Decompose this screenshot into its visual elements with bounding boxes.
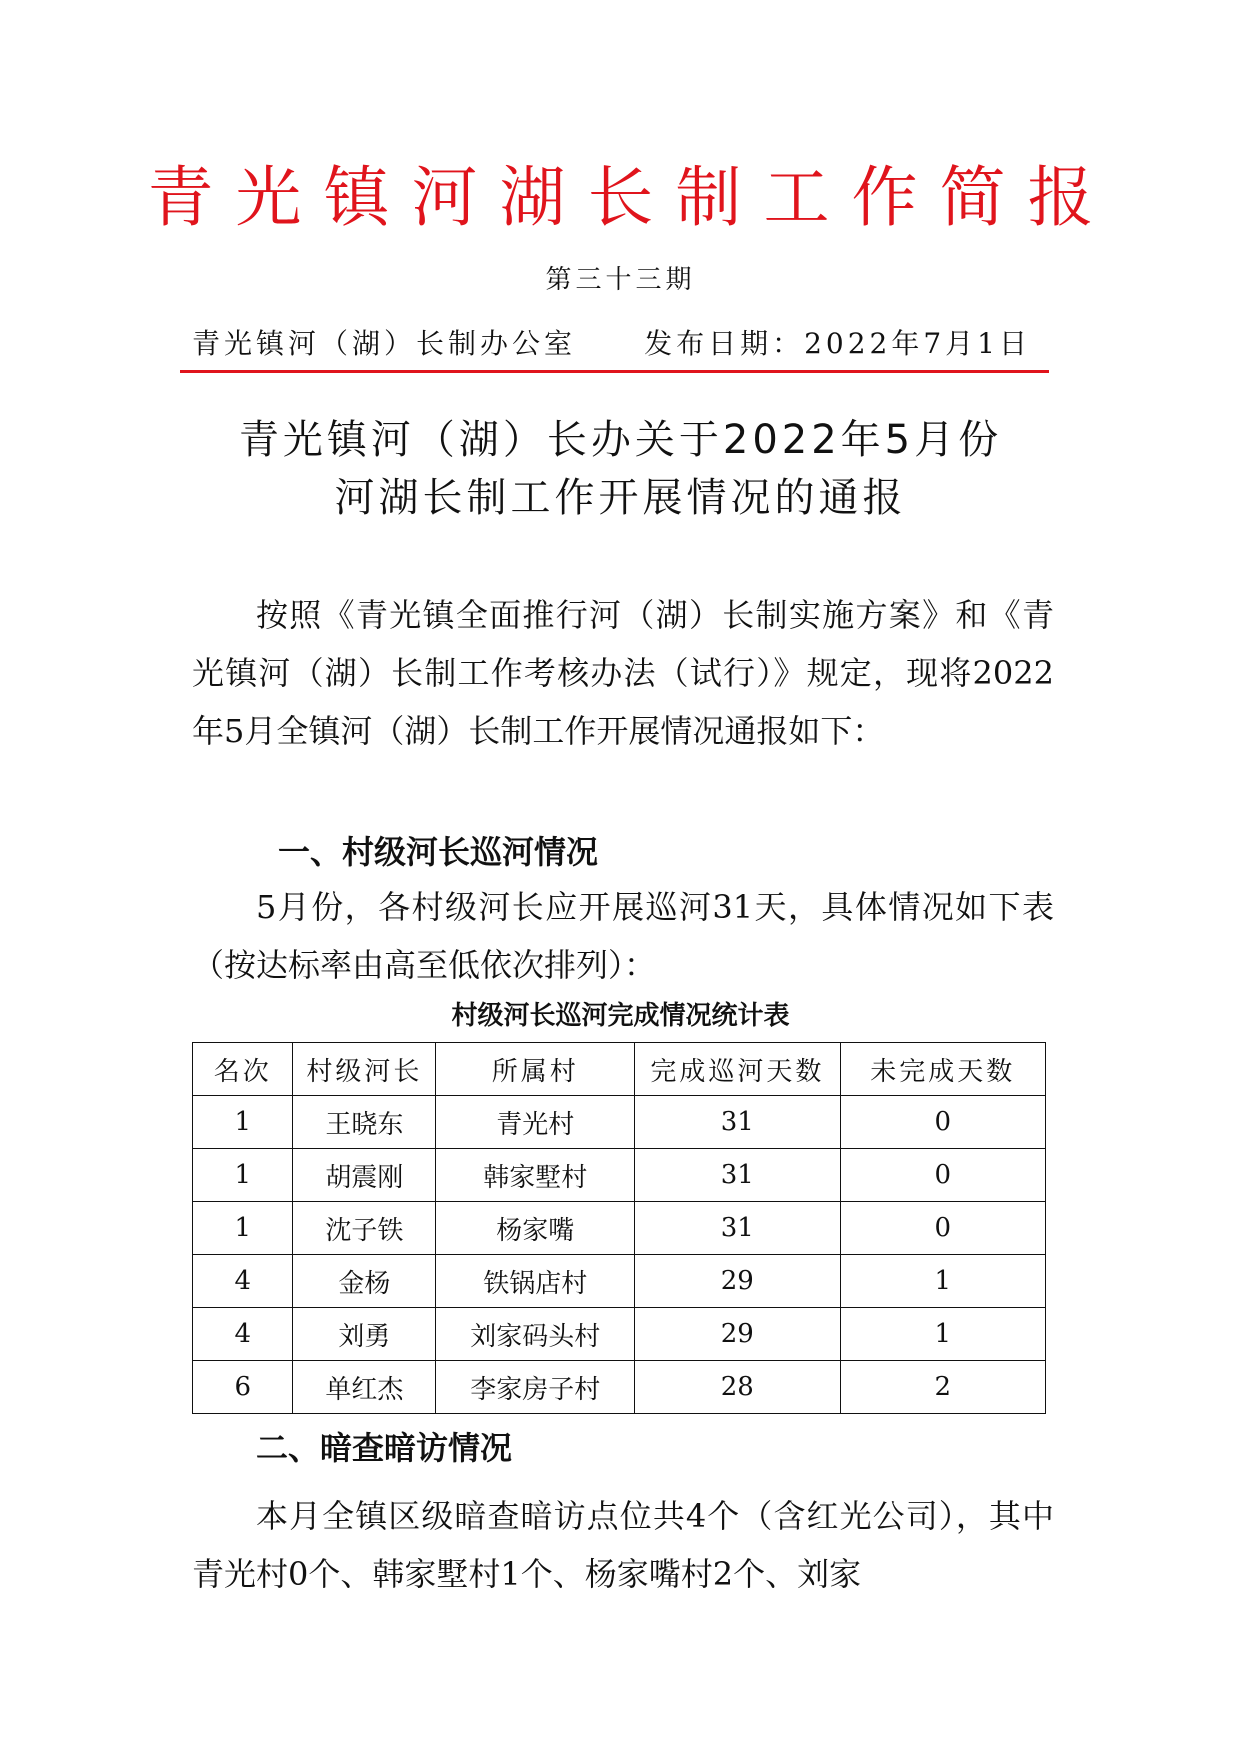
cell-village: 杨家嘴 (436, 1202, 635, 1255)
cell-rank: 1 (193, 1096, 293, 1149)
cell-rank: 1 (193, 1149, 293, 1202)
cell-missed-days: 1 (840, 1308, 1045, 1361)
table-row (193, 1255, 1046, 1308)
cell-missed-days: 0 (840, 1149, 1045, 1202)
cell-river-chief: 王晓东 (293, 1096, 436, 1149)
table-row (193, 1361, 1046, 1414)
cell-rank: 1 (193, 1202, 293, 1255)
cell-village: 韩家墅村 (436, 1149, 635, 1202)
section1-paragraph: 5月份，各村级河长应开展巡河31天，具体情况如下表（按达标率由高至低依次排列）： (192, 888, 1054, 984)
cell-rank: 4 (193, 1308, 293, 1361)
section2-heading: 二、暗查暗访情况 (256, 1429, 513, 1467)
cell-missed-days: 0 (840, 1202, 1045, 1255)
cell-river-chief: 胡震刚 (293, 1149, 436, 1202)
header-missed-days: 未完成天数 (840, 1043, 1045, 1096)
cell-completed-days: 31 (635, 1202, 840, 1255)
issuing-office: 青光镇河（湖）长制办公室 (192, 327, 577, 360)
document-title-line1: 青光镇河（湖）长办关于2022年5月份 (238, 417, 1003, 463)
table-row (193, 1149, 1046, 1202)
cell-village: 铁锅店村 (436, 1255, 635, 1308)
cell-completed-days: 31 (635, 1096, 840, 1149)
cell-rank: 6 (193, 1361, 293, 1414)
cell-completed-days: 28 (635, 1361, 840, 1414)
cell-completed-days: 29 (635, 1255, 840, 1308)
cell-village: 刘家码头村 (436, 1308, 635, 1361)
header-completed-days: 完成巡河天数 (635, 1043, 840, 1096)
cell-river-chief: 沈子铁 (293, 1202, 436, 1255)
cell-missed-days: 1 (840, 1255, 1045, 1308)
cell-completed-days: 31 (635, 1149, 840, 1202)
header-village: 所属村 (436, 1043, 635, 1096)
table-row (193, 1096, 1046, 1149)
table-row (193, 1202, 1046, 1255)
header-rank: 名次 (193, 1043, 293, 1096)
section1-heading: 一、村级河长巡河情况 (278, 833, 599, 871)
cell-river-chief: 单红杰 (293, 1361, 436, 1414)
document-title-line2: 河湖长制工作开展情况的通报 (334, 475, 907, 521)
cell-missed-days: 0 (840, 1096, 1045, 1149)
table-row (193, 1308, 1046, 1361)
cell-village: 青光村 (436, 1096, 635, 1149)
cell-completed-days: 29 (635, 1308, 840, 1361)
intro-paragraph: 按照《青光镇全面推行河（湖）长制实施方案》和《青光镇河（湖）长制工作考核办法（试行）》规定，现将2022年5月全镇河（湖）长制工作开展情况通报如下： (192, 596, 1054, 750)
cell-river-chief: 金杨 (293, 1255, 436, 1308)
patrol-stats-table (192, 1042, 1046, 1414)
section2-paragraph: 本月全镇区级暗查暗访点位共4个（含红光公司），其中青光村0个、韩家墅村1个、杨家嘴村2个、刘家 (192, 1497, 1054, 1593)
red-divider (180, 370, 1049, 373)
cell-rank: 4 (193, 1255, 293, 1308)
cell-village: 李家房子村 (436, 1361, 635, 1414)
table-caption: 村级河长巡河完成情况统计表 (451, 1001, 790, 1031)
masthead-title: 青光镇河湖长制工作简报 (147, 159, 1116, 236)
table-header-row (193, 1043, 1046, 1096)
cell-missed-days: 2 (840, 1361, 1045, 1414)
cell-river-chief: 刘勇 (293, 1308, 436, 1361)
header-river-chief: 村级河长 (293, 1043, 436, 1096)
issue-number: 第三十三期 (545, 265, 696, 295)
publish-date: 发布日期：2022年7月1日 (644, 327, 1031, 360)
